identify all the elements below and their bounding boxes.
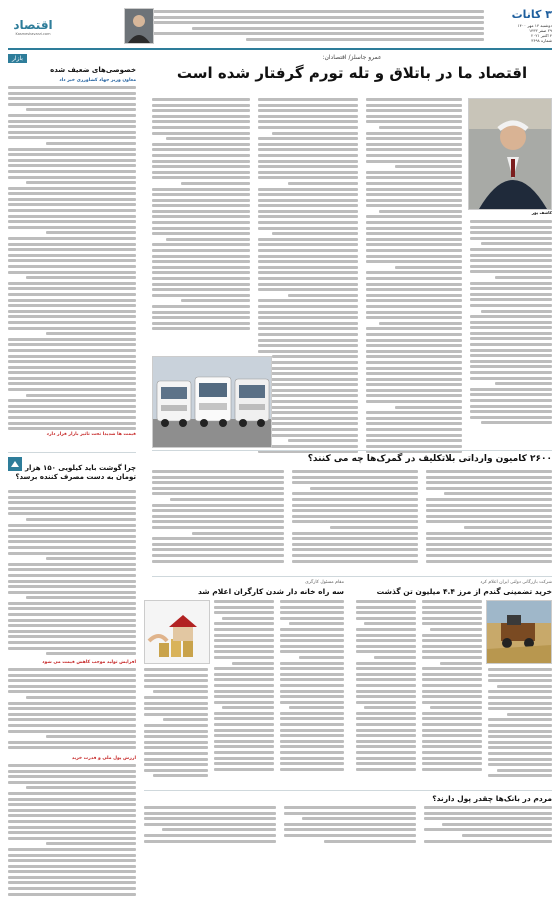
main-kicker: عمرو جاسلز/ اقتصادان: <box>322 54 382 61</box>
masthead-portrait <box>124 8 154 44</box>
main-col-3 <box>258 98 358 456</box>
housing-article <box>144 580 344 786</box>
bottom-divider <box>152 576 552 577</box>
sidebar-title-1: خصوصی‌های ضعیف شده <box>50 66 136 74</box>
mid-article <box>152 454 552 572</box>
masthead-rule <box>8 48 552 50</box>
mid-headline: ۲۶۰۰ کامیون وارداتی بلاتکلیف در گمرک‌ها چه می کنند؟ <box>307 454 552 464</box>
wheat-photo <box>486 600 552 664</box>
sidebar-text-1 <box>8 86 136 433</box>
trucks-photo <box>152 356 272 448</box>
sidebar-highlight-2: قیمت ها شدیدا تحت تاثیر بازار قرار دارد <box>46 432 136 437</box>
sidebar-title-2: چرا گوشت باید کیلویی ۱۵۰ هزار تومان به دست مصرف کننده برسد؟ <box>15 464 136 481</box>
main-col-2 <box>366 98 462 456</box>
main-col-4 <box>152 98 250 333</box>
sidebar-highlight-1: معاون وزیر جهاد کشاورزی خبر داد <box>59 78 136 83</box>
bank-article <box>144 794 552 848</box>
site-url: Kasmeshavarzi.com <box>15 32 51 36</box>
sidebar-text-4 <box>8 764 136 898</box>
wheat-col-3 <box>356 600 416 773</box>
sidebar-section-label: بازار <box>8 54 27 63</box>
main-photo <box>468 98 552 210</box>
masthead <box>8 8 552 46</box>
section-logo <box>8 8 58 46</box>
housing-headline: سه راه خانه دار شدن کارگران اعلام شد <box>197 587 344 596</box>
sidebar-highlight-3: افزایش تولید موجب کاهش قیمت می شود <box>42 660 136 665</box>
main-col-1 <box>470 220 552 427</box>
wheat-col-1 <box>488 668 552 780</box>
sidebar-divider <box>8 452 136 453</box>
bank-headline: مردم در بانک‌ها چقدر پول دارند؟ <box>432 794 552 803</box>
wheat-col-2 <box>422 600 482 773</box>
wheat-article <box>356 580 552 786</box>
strip-divider <box>144 790 552 791</box>
housing-col-1 <box>280 600 344 773</box>
mid-col-1 <box>426 470 552 565</box>
bank-col-1 <box>424 806 552 845</box>
issue-number: شماره ۳۶۹۸ <box>531 38 552 43</box>
mid-col-2 <box>292 470 418 565</box>
date-line-1: دوشنبه ۱۴ مهر ۱۴۰۰ <box>517 23 552 28</box>
main-headline: اقتصاد ما در باتلاق و تله تورم گرفتار شده است <box>176 64 528 82</box>
sidebar-text-2 <box>8 490 136 658</box>
masthead-intro-text <box>144 10 484 44</box>
bank-col-3 <box>144 806 276 845</box>
housing-kicker: مقام مسئول کارگری <box>305 580 344 585</box>
main-photo-caption <box>470 210 552 215</box>
wheat-headline: خرید تضمینی گندم از مرز ۴.۴ میلیون تن گذشت <box>376 587 552 596</box>
masthead-logo <box>492 8 552 46</box>
left-sidebar <box>8 54 136 844</box>
bank-col-2 <box>284 806 416 845</box>
mid-col-3 <box>152 470 284 565</box>
date-line-2: ۲۹ صفر ۱۴۴۳ <box>528 28 552 33</box>
sidebar-text-3 <box>8 668 136 752</box>
date-line-3: ۴ اکتبر ۲۰۲۱ <box>531 33 552 38</box>
housing-photo <box>144 600 210 664</box>
housing-col-2 <box>214 600 274 773</box>
logo-title: ۳ کانات <box>511 8 552 21</box>
mid-divider <box>152 450 552 451</box>
housing-col-3 <box>144 668 208 780</box>
sidebar-highlight-4: ارزش پول ملی و قدرت خرید <box>71 756 136 761</box>
section-logo-text: اقتصاد <box>13 18 53 32</box>
wheat-kicker: شرکت بازرگانی دولتی ایران اعلام کرد <box>480 580 552 585</box>
main-article <box>152 54 552 446</box>
caption-name: کاشف پور <box>531 210 552 215</box>
